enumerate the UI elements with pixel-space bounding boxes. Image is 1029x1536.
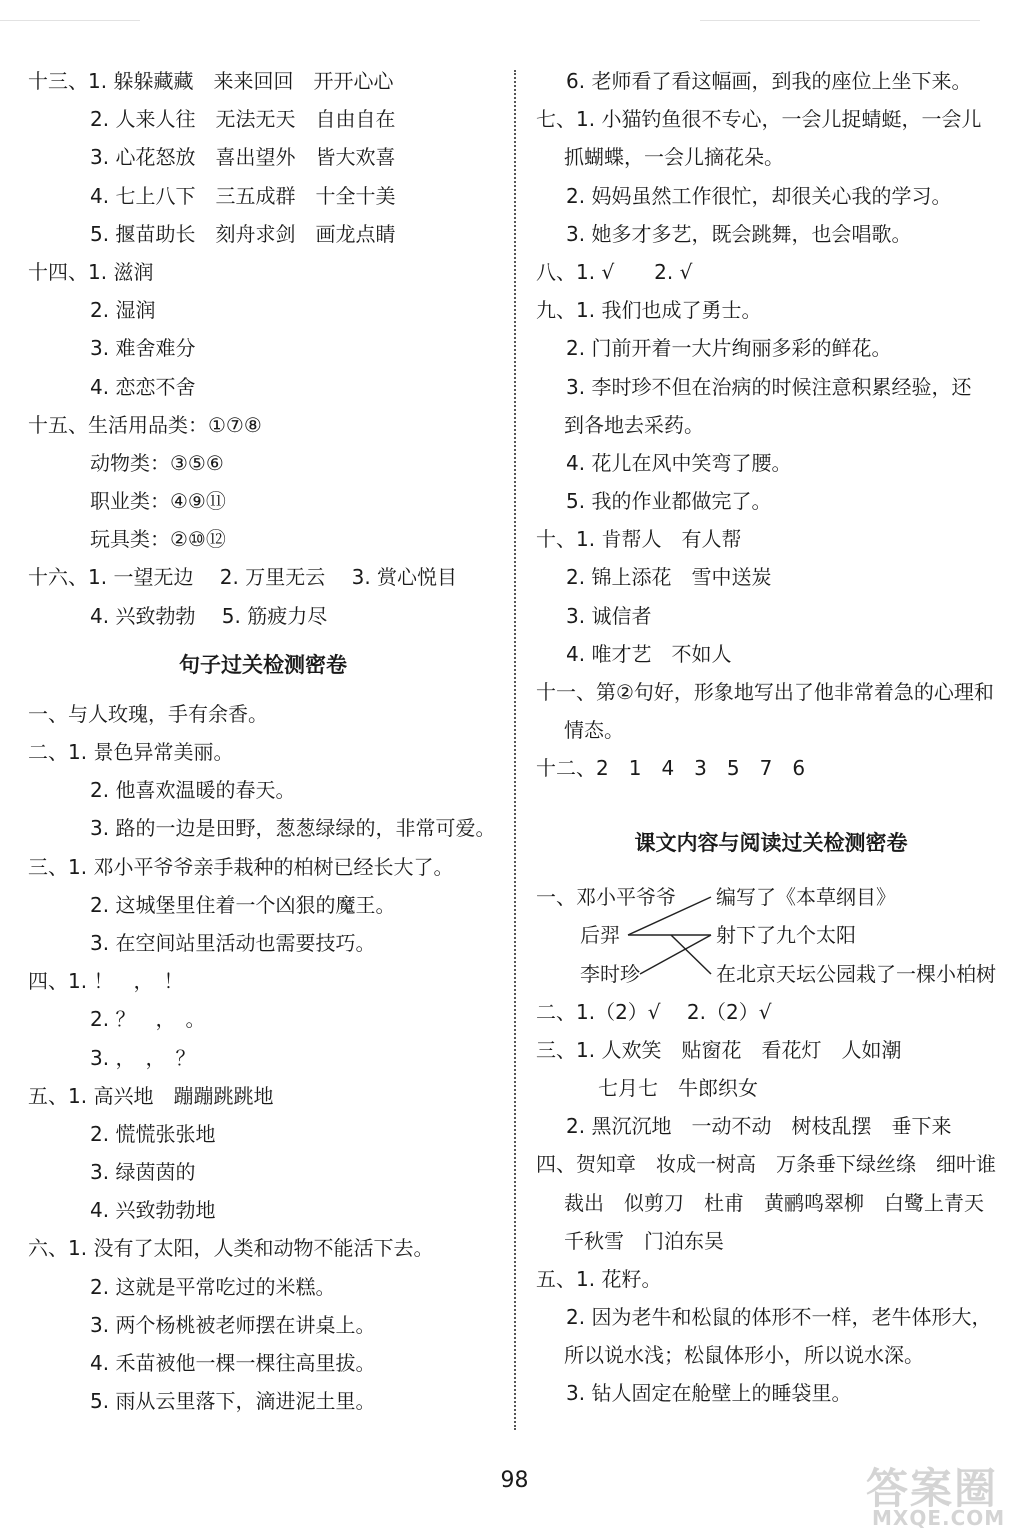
answer-line: 2. 这城堡里住着一个凶狠的魔王。 xyxy=(90,892,396,917)
answer-line: 3. 难舍难分 xyxy=(90,336,196,361)
answer-line: 所以说水浅；松鼠体形小，所以说水深。 xyxy=(564,1343,924,1368)
answer-line: 2. 人来人往 无法无天 自由自在 xyxy=(90,107,396,132)
answer-line: 5. 雨从云里落下，滴进泥土里。 xyxy=(90,1389,376,1414)
answer-line: 3. 诚信者 xyxy=(566,603,652,628)
answer-line: 2. 妈妈虽然工作很忙，却很关心我的学习。 xyxy=(566,183,952,208)
site-watermark xyxy=(862,1456,1022,1532)
answer-line: 4. 唯才艺 不如人 xyxy=(566,641,732,666)
left-column xyxy=(28,62,498,1420)
section-title-sentences: 句子过关检测密卷 xyxy=(179,652,347,677)
answer-line: 2. 门前开着一大片绚丽多彩的鲜花。 xyxy=(566,336,892,361)
answer-line: 二、1. 景色异常美丽。 xyxy=(28,740,234,764)
answer-line: 五、1. 花籽。 xyxy=(536,1266,662,1291)
match-left-item: 后羿 xyxy=(580,922,620,947)
answer-line: 九、1. 我们也成了勇士。 xyxy=(536,298,762,323)
answer-line: 四、1. ！ ， ！ xyxy=(28,969,184,994)
matching-exercise xyxy=(536,878,1006,993)
answer-line: 3. 在空间站里活动也需要技巧。 xyxy=(90,930,376,955)
page-number: 98 xyxy=(500,1468,529,1493)
answer-line: 千秋雪 门泊东吴 xyxy=(564,1228,724,1253)
answer-line: 2. 湿润 xyxy=(90,298,156,323)
answer-line: 2. 这就是平常吃过的米糕。 xyxy=(90,1274,336,1299)
answer-line: 四、贺知章 妆成一树高 万条垂下绿丝绦 细叶谁 xyxy=(536,1152,996,1177)
match-right-item: 射下了九个太阳 xyxy=(716,922,856,947)
answer-line: 3. 钻人固定在舱壁上的睡袋里。 xyxy=(566,1381,852,1406)
match-right-item: 在北京天坛公园栽了一棵小柏树 xyxy=(716,961,996,986)
answer-line: 动物类：③⑤⑥ xyxy=(90,450,224,475)
answer-line: 3. ， ， ？ xyxy=(90,1045,196,1070)
answer-line: 二、1.（2）√ 2.（2）√ xyxy=(536,999,772,1024)
answer-line: 4. 兴致勃勃 5. 筋疲力尽 xyxy=(90,603,328,628)
match-left-item: 李时珍 xyxy=(580,961,640,986)
answer-line: 七月七 牛郎织女 xyxy=(598,1075,758,1100)
answer-line: 2. 慌慌张张地 xyxy=(90,1121,216,1146)
answer-line: 十六、1. 一望无边 2. 万里无云 3. 赏心悦目 xyxy=(28,565,458,590)
answer-line: 5. 我的作业都做完了。 xyxy=(566,489,772,514)
answer-line: 3. 李时珍不但在治病的时候注意积累经验，还 xyxy=(566,374,972,399)
answer-line: 2. 因为老牛和松鼠的体形不一样，老牛体形大， xyxy=(566,1305,992,1330)
watermark-logo-text: 答案圈 xyxy=(866,1464,999,1513)
answer-line: 到各地去采药。 xyxy=(564,412,704,437)
answer-line: 五、1. 高兴地 蹦蹦跳跳地 xyxy=(28,1083,274,1108)
answer-line: 4. 恋恋不舍 xyxy=(90,374,196,399)
top-rule-right xyxy=(700,20,980,21)
answer-line: 十五、生活用品类：①⑦⑧ xyxy=(28,412,262,437)
answer-line: 十、1. 肯帮人 有人帮 xyxy=(536,527,742,552)
answer-line: 2. 黑沉沉地 一动不动 树枝乱摆 垂下来 xyxy=(566,1114,952,1139)
answer-line: 6. 老师看了看这幅画，到我的座位上坐下来。 xyxy=(566,69,972,93)
answer-line: 2. 锦上添花 雪中送炭 xyxy=(566,565,772,590)
answer-line: 3. 两个杨桃被老师摆在讲桌上。 xyxy=(90,1312,376,1337)
answer-line: 4. 七上八下 三五成群 十全十美 xyxy=(90,183,396,208)
answer-line: 2. 他喜欢温暖的春天。 xyxy=(90,778,296,803)
top-rule-left xyxy=(0,20,140,21)
watermark-url: MXQE.COM xyxy=(872,1506,1006,1530)
answer-line: 七、1. 小猫钓鱼很不专心，一会儿捉蜻蜓，一会儿 xyxy=(536,107,982,132)
answer-line: 八、1. √ 2. √ xyxy=(536,259,693,284)
right-column xyxy=(536,62,1006,1413)
answer-line: 2. ？ ， 。 xyxy=(90,1007,206,1032)
match-left-item: 一、邓小平爷爷 xyxy=(536,884,676,909)
answer-line: 玩具类：②⑩⑫ xyxy=(90,527,226,552)
answer-line: 4. 花儿在风中笑弯了腰。 xyxy=(566,450,792,475)
answer-line: 裁出 似剪刀 杜甫 黄鹂鸣翠柳 白鹭上青天 xyxy=(564,1190,984,1215)
answer-line: 一、与人玫瑰，手有余香。 xyxy=(28,701,268,726)
match-line xyxy=(640,935,711,974)
answer-line: 3. 她多才多艺，既会跳舞，也会唱歌。 xyxy=(566,221,912,246)
answer-line: 抓蝴蝶，一会儿摘花朵。 xyxy=(564,145,784,170)
answer-line: 3. 绿茵茵的 xyxy=(90,1160,196,1185)
section-title-reading: 课文内容与阅读过关检测密卷 xyxy=(634,830,908,855)
answer-line: 十一、第②句好，形象地写出了他非常着急的心理和 xyxy=(536,680,994,704)
answer-line: 4. 禾苗被他一棵一棵往高里拔。 xyxy=(90,1351,376,1375)
answer-line: 十三、1. 躲躲藏藏 来来回回 开开心心 xyxy=(28,69,394,93)
answer-line: 十二、2 1 4 3 5 7 6 xyxy=(536,756,806,781)
answer-line: 3. 路的一边是田野，葱葱绿绿的，非常可爱。 xyxy=(90,816,496,841)
answer-line: 情态。 xyxy=(564,718,624,743)
answer-line: 三、1. 邓小平爷爷亲手栽种的柏树已经长大了。 xyxy=(28,854,454,879)
answer-line: 4. 兴致勃勃地 xyxy=(90,1198,216,1223)
answer-line: 职业类：④⑨⑪ xyxy=(90,489,226,514)
column-divider xyxy=(514,70,516,1430)
answer-line: 十四、1. 滋润 xyxy=(28,259,154,284)
answer-line: 5. 揠苗助长 刻舟求剑 画龙点睛 xyxy=(90,221,396,246)
answer-line: 三、1. 人欢笑 贴窗花 看花灯 人如潮 xyxy=(536,1037,902,1062)
answer-line: 3. 心花怒放 喜出望外 皆大欢喜 xyxy=(90,145,396,170)
match-right-item: 编写了《本草纲目》 xyxy=(716,884,896,909)
answer-line: 六、1. 没有了太阳，人类和动物不能活下去。 xyxy=(28,1236,434,1261)
